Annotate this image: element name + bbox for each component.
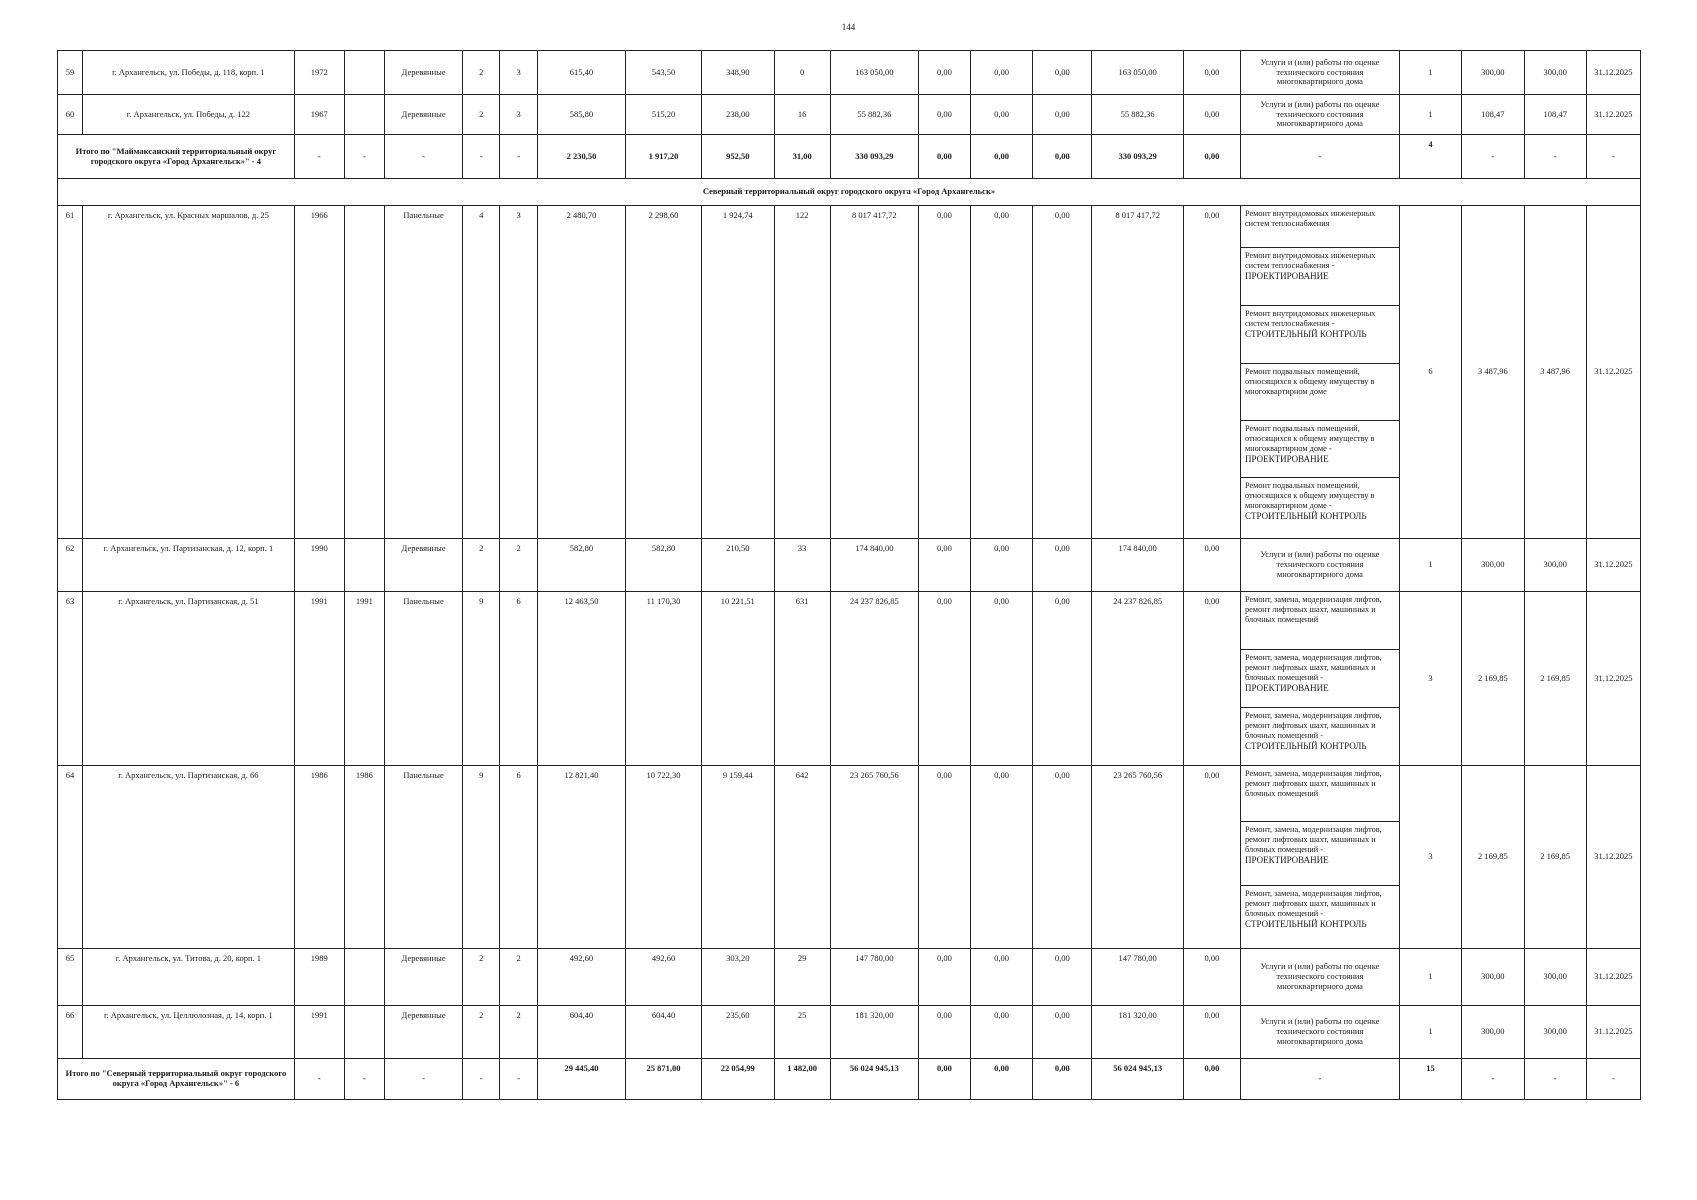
cell-works-count: 1 xyxy=(1399,95,1461,135)
cell-fund-mun: 0,00 xyxy=(1033,539,1092,592)
cell-area-total: 2 480,70 xyxy=(537,206,625,539)
cell-address: г. Архангельск, ул. Красных маршалов, д. 25 xyxy=(82,206,294,539)
work-stage: СТРОИТЕЛЬНЫЙ КОНТРОЛЬ xyxy=(1244,918,1367,929)
cell-fund-other: 0,00 xyxy=(1183,766,1240,949)
cell-works xyxy=(1240,766,1399,949)
cell-num: 60 xyxy=(58,95,83,135)
work-item xyxy=(1241,708,1399,765)
cell-area-private: 303,20 xyxy=(701,949,774,1006)
cell-wall-material: Панельные xyxy=(385,766,463,949)
work-text: Услуги и (или) работы по оценке технического состояния многоквартирного дома xyxy=(1260,98,1380,129)
cell-year-renov xyxy=(344,206,385,539)
work-stage: ПРОЕКТИРОВАНИЕ xyxy=(1244,682,1329,693)
total-dash: - xyxy=(1462,1059,1524,1100)
cell-area-total: 582,80 xyxy=(537,539,625,592)
cell-fund-mun: 0,00 xyxy=(1033,95,1092,135)
cell-wall-material: Панельные xyxy=(385,206,463,539)
cell-fund-fed: 0,00 xyxy=(918,51,970,95)
cell-wall-material: Деревянные xyxy=(385,949,463,1006)
cell-fund-fed: 0,00 xyxy=(918,206,970,539)
total-residents: 31,00 xyxy=(774,135,830,179)
total-dash: - xyxy=(500,1059,537,1100)
cell-year-renov: 1986 xyxy=(344,766,385,949)
total-area-living: 1 917,20 xyxy=(626,135,702,179)
cell-entrances: 3 xyxy=(500,206,537,539)
cell-fund-fed: 0,00 xyxy=(918,95,970,135)
cell-wall-material: Деревянные xyxy=(385,1006,463,1059)
cell-max-cost: 108,47 xyxy=(1524,95,1586,135)
cell-year-built: 1989 xyxy=(294,949,344,1006)
cell-cost-total: 55 882,36 xyxy=(830,95,918,135)
cell-year-built: 1990 xyxy=(294,539,344,592)
cell-residents: 29 xyxy=(774,949,830,1006)
work-item xyxy=(1241,822,1399,886)
work-item xyxy=(1241,766,1399,822)
cell-fund-owners: 174 840,00 xyxy=(1092,539,1183,592)
total-dash: - xyxy=(1524,1059,1586,1100)
cell-area-living: 10 722,30 xyxy=(626,766,702,949)
cell-fund-other: 0,00 xyxy=(1183,1006,1240,1059)
work-text: Ремонт, замена, модернизация лифтов, ремонт лифтовых шахт, машинных и блочных помещений - xyxy=(1244,711,1382,740)
total-dash: - xyxy=(294,1059,344,1100)
cell-fund-other: 0,00 xyxy=(1183,592,1240,766)
cell-area-total: 12 463,50 xyxy=(537,592,625,766)
cell-wall-material: Деревянные xyxy=(385,95,463,135)
cell-num: 64 xyxy=(58,766,83,949)
work-text: Ремонт подвальных помещений, относящихся к общему имуществу в многоквартирном доме - xyxy=(1244,424,1375,453)
cell-unit-cost: 300,00 xyxy=(1462,539,1524,592)
cell-works-count: 1 xyxy=(1399,1006,1461,1059)
work-item xyxy=(1241,478,1399,536)
cell-end-date: 31.12.2025 xyxy=(1586,592,1640,766)
cell-fund-fed: 0,00 xyxy=(918,766,970,949)
cell-works xyxy=(1240,51,1399,95)
cell-fund-other: 0,00 xyxy=(1183,949,1240,1006)
house-row xyxy=(58,51,1641,95)
cell-works xyxy=(1240,95,1399,135)
total-fund-owners: 330 093,29 xyxy=(1092,135,1183,179)
total-dash: - xyxy=(463,1059,500,1100)
cell-fund-other: 0,00 xyxy=(1183,539,1240,592)
cell-area-private: 348,90 xyxy=(701,51,774,95)
work-text: Услуги и (или) работы по оценке технического состояния многоквартирного дома xyxy=(1260,549,1380,579)
total-fund-other: 0,00 xyxy=(1183,135,1240,179)
cell-residents: 25 xyxy=(774,1006,830,1059)
section-header-row xyxy=(58,179,1641,206)
cell-works xyxy=(1240,949,1399,1006)
cell-fund-reg: 0,00 xyxy=(970,539,1032,592)
cell-max-cost: 300,00 xyxy=(1524,539,1586,592)
cell-fund-reg: 0,00 xyxy=(970,1006,1032,1059)
total-cost: 56 024 945,13 xyxy=(830,1059,918,1100)
cell-year-built: 1991 xyxy=(294,592,344,766)
cell-fund-mun: 0,00 xyxy=(1033,51,1092,95)
total-fund-reg: 0,00 xyxy=(970,1059,1032,1100)
total-dash: - xyxy=(1240,1059,1399,1100)
cell-year-renov xyxy=(344,949,385,1006)
cell-area-private: 235,60 xyxy=(701,1006,774,1059)
total-residents: 1 482,00 xyxy=(774,1059,830,1100)
cell-entrances: 6 xyxy=(500,592,537,766)
work-text: Ремонт, замена, модернизация лифтов, ремонт лифтовых шахт, машинных и блочных помещений - xyxy=(1244,653,1382,682)
cell-year-built: 1986 xyxy=(294,766,344,949)
work-text: Услуги и (или) работы по оценке технического состояния многоквартирного дома xyxy=(1260,1016,1380,1046)
house-row xyxy=(58,766,1641,949)
total-dash: - xyxy=(344,1059,385,1100)
cell-fund-fed: 0,00 xyxy=(918,539,970,592)
cell-fund-mun: 0,00 xyxy=(1033,206,1092,539)
cell-fund-fed: 0,00 xyxy=(918,592,970,766)
total-dash: - xyxy=(500,135,537,179)
cell-works xyxy=(1240,1006,1399,1059)
cell-entrances: 6 xyxy=(500,766,537,949)
cell-wall-material: Деревянные xyxy=(385,539,463,592)
cell-end-date: 31.12.2025 xyxy=(1586,206,1640,539)
cell-works xyxy=(1240,539,1399,592)
cell-fund-reg: 0,00 xyxy=(970,206,1032,539)
cell-fund-owners: 24 237 826,85 xyxy=(1092,592,1183,766)
work-item xyxy=(1241,364,1399,421)
cell-area-private: 9 159,44 xyxy=(701,766,774,949)
cell-works-count: 1 xyxy=(1399,539,1461,592)
total-dash: - xyxy=(1586,1059,1640,1100)
cell-works-count: 3 xyxy=(1399,766,1461,949)
house-row xyxy=(58,592,1641,766)
cell-residents: 631 xyxy=(774,592,830,766)
cell-works-count: 1 xyxy=(1399,949,1461,1006)
cell-year-built: 1972 xyxy=(294,51,344,95)
cell-residents: 33 xyxy=(774,539,830,592)
cell-address: г. Архангельск, ул. Целлюлозная, д. 14, корп. 1 xyxy=(82,1006,294,1059)
total-row-maimaksansky xyxy=(58,135,1641,179)
cell-cost-total: 23 265 760,56 xyxy=(830,766,918,949)
total-cost: 330 093,29 xyxy=(830,135,918,179)
total-dash: - xyxy=(463,135,500,179)
cell-year-renov xyxy=(344,539,385,592)
cell-year-built: 1967 xyxy=(294,95,344,135)
cell-works xyxy=(1240,206,1399,539)
cell-fund-mun: 0,00 xyxy=(1033,766,1092,949)
house-row xyxy=(58,539,1641,592)
cell-unit-cost: 108,47 xyxy=(1462,95,1524,135)
total-label: Итого по "Маймаксанский территориальный округ городского округа «Город Архангельск»" - 4 xyxy=(58,135,295,179)
total-area-private: 22 054,99 xyxy=(701,1059,774,1100)
cell-num: 61 xyxy=(58,206,83,539)
cell-residents: 122 xyxy=(774,206,830,539)
cell-end-date: 31.12.2025 xyxy=(1586,949,1640,1006)
cell-entrances: 3 xyxy=(500,51,537,95)
work-item xyxy=(1241,592,1399,650)
cell-fund-reg: 0,00 xyxy=(970,592,1032,766)
cell-fund-other: 0,00 xyxy=(1183,206,1240,539)
cell-fund-other: 0,00 xyxy=(1183,95,1240,135)
work-text: Ремонт внутридомовых инженерных систем теплоснабжения - xyxy=(1244,309,1376,328)
cell-cost-total: 163 050,00 xyxy=(830,51,918,95)
total-area-private: 952,50 xyxy=(701,135,774,179)
cell-unit-cost: 2 169,85 xyxy=(1462,592,1524,766)
work-text: Ремонт, замена, модернизация лифтов, ремонт лифтовых шахт, машинных и блочных помещений - xyxy=(1244,825,1382,854)
work-text: Ремонт, замена, модернизация лифтов, ремонт лифтовых шахт, машинных и блочных помещений xyxy=(1244,769,1382,798)
cell-year-renov xyxy=(344,95,385,135)
work-stage: СТРОИТЕЛЬНЫЙ КОНТРОЛЬ xyxy=(1244,740,1367,751)
cell-year-renov xyxy=(344,51,385,95)
cell-year-renov xyxy=(344,1006,385,1059)
work-stage: ПРОЕКТИРОВАНИЕ xyxy=(1244,854,1329,865)
total-dash: - xyxy=(1586,135,1640,179)
cell-unit-cost: 300,00 xyxy=(1462,1006,1524,1059)
work-item xyxy=(1241,421,1399,478)
cell-num: 65 xyxy=(58,949,83,1006)
work-text: Ремонт, замена, модернизация лифтов, ремонт лифтовых шахт, машинных и блочных помещений - xyxy=(1244,889,1382,918)
work-stage: СТРОИТЕЛЬНЫЙ КОНТРОЛЬ xyxy=(1244,328,1367,339)
cell-num: 63 xyxy=(58,592,83,766)
cell-area-living: 492,60 xyxy=(626,949,702,1006)
cell-year-renov: 1991 xyxy=(344,592,385,766)
cell-area-total: 492,60 xyxy=(537,949,625,1006)
work-stage: СТРОИТЕЛЬНЫЙ КОНТРОЛЬ xyxy=(1244,510,1367,521)
house-row xyxy=(58,206,1641,539)
total-dash: - xyxy=(344,135,385,179)
cell-wall-material: Панельные xyxy=(385,592,463,766)
total-fund-mun: 0,00 xyxy=(1033,135,1092,179)
cell-works-count: 1 xyxy=(1399,51,1461,95)
cell-cost-total: 174 840,00 xyxy=(830,539,918,592)
cell-end-date: 31.12.2025 xyxy=(1586,1006,1640,1059)
total-dash: - xyxy=(385,1059,463,1100)
capital-repair-table xyxy=(57,50,1641,1100)
work-text: Ремонт, замена, модернизация лифтов, ремонт лифтовых шахт, машинных и блочных помещений xyxy=(1244,595,1382,624)
total-fund-other: 0,00 xyxy=(1183,1059,1240,1100)
work-item xyxy=(1241,206,1399,248)
cell-wall-material: Деревянные xyxy=(385,51,463,95)
cell-residents: 16 xyxy=(774,95,830,135)
cell-fund-other: 0,00 xyxy=(1183,51,1240,95)
cell-fund-reg: 0,00 xyxy=(970,95,1032,135)
cell-address: г. Архангельск, ул. Победы, д. 118, корп. 1 xyxy=(82,51,294,95)
total-fund-fed: 0,00 xyxy=(918,1059,970,1100)
cell-end-date: 31.12.2025 xyxy=(1586,95,1640,135)
cell-area-living: 515,20 xyxy=(626,95,702,135)
cell-floors: 2 xyxy=(463,949,500,1006)
cell-fund-reg: 0,00 xyxy=(970,766,1032,949)
total-dash: - xyxy=(1240,135,1399,179)
work-item xyxy=(1241,886,1399,948)
work-stage: ПРОЕКТИРОВАНИЕ xyxy=(1244,453,1329,464)
cell-fund-fed: 0,00 xyxy=(918,1006,970,1059)
cell-fund-fed: 0,00 xyxy=(918,949,970,1006)
total-works-count: 15 xyxy=(1399,1059,1461,1100)
cell-fund-owners: 147 780,00 xyxy=(1092,949,1183,1006)
cell-num: 62 xyxy=(58,539,83,592)
cell-area-living: 11 170,30 xyxy=(626,592,702,766)
cell-area-living: 543,50 xyxy=(626,51,702,95)
cell-address: г. Архангельск, ул. Победы, д. 122 xyxy=(82,95,294,135)
cell-area-total: 615,40 xyxy=(537,51,625,95)
cell-cost-total: 24 237 826,85 xyxy=(830,592,918,766)
cell-residents: 0 xyxy=(774,51,830,95)
cell-unit-cost: 3 487,96 xyxy=(1462,206,1524,539)
cell-fund-mun: 0,00 xyxy=(1033,1006,1092,1059)
house-row xyxy=(58,1006,1641,1059)
total-fund-mun: 0,00 xyxy=(1033,1059,1092,1100)
cell-floors: 4 xyxy=(463,206,500,539)
cell-cost-total: 8 017 417,72 xyxy=(830,206,918,539)
cell-fund-owners: 8 017 417,72 xyxy=(1092,206,1183,539)
cell-floors: 9 xyxy=(463,592,500,766)
total-dash: - xyxy=(385,135,463,179)
house-row xyxy=(58,95,1641,135)
cell-address: г. Архангельск, ул. Партизанская, д. 12, корп. 1 xyxy=(82,539,294,592)
total-area-total: 2 230,50 xyxy=(537,135,625,179)
total-fund-owners: 56 024 945,13 xyxy=(1092,1059,1183,1100)
work-text: Ремонт внутридомовых инженерных систем теплоснабжения xyxy=(1244,209,1376,228)
cell-works-count: 3 xyxy=(1399,592,1461,766)
cell-max-cost: 300,00 xyxy=(1524,949,1586,1006)
total-area-living: 25 871,00 xyxy=(626,1059,702,1100)
cell-end-date: 31.12.2025 xyxy=(1586,51,1640,95)
cell-area-total: 12 821,40 xyxy=(537,766,625,949)
total-dash: - xyxy=(1524,135,1586,179)
cell-num: 59 xyxy=(58,51,83,95)
cell-area-living: 604,40 xyxy=(626,1006,702,1059)
work-stage: ПРОЕКТИРОВАНИЕ xyxy=(1244,270,1329,281)
cell-area-living: 2 298,60 xyxy=(626,206,702,539)
cell-max-cost: 300,00 xyxy=(1524,1006,1586,1059)
cell-floors: 9 xyxy=(463,766,500,949)
cell-area-private: 210,50 xyxy=(701,539,774,592)
cell-floors: 2 xyxy=(463,539,500,592)
work-item xyxy=(1241,650,1399,708)
cell-unit-cost: 2 169,85 xyxy=(1462,766,1524,949)
cell-address: г. Архангельск, ул. Партизанская, д. 66 xyxy=(82,766,294,949)
total-dash: - xyxy=(1462,135,1524,179)
cell-cost-total: 147 780,00 xyxy=(830,949,918,1006)
cell-fund-owners: 23 265 760,56 xyxy=(1092,766,1183,949)
cell-max-cost: 300,00 xyxy=(1524,51,1586,95)
cell-address: г. Архангельск, ул. Титова, д. 20, корп. 1 xyxy=(82,949,294,1006)
cell-residents: 642 xyxy=(774,766,830,949)
cell-fund-owners: 181 320,00 xyxy=(1092,1006,1183,1059)
cell-fund-owners: 55 882,36 xyxy=(1092,95,1183,135)
total-fund-fed: 0,00 xyxy=(918,135,970,179)
work-text: Услуги и (или) работы по оценке технического состояния многоквартирного дома xyxy=(1260,961,1380,991)
total-label: Итого по "Северный территориальный округ городского округа «Город Архангельск»" - 6 xyxy=(58,1059,295,1100)
work-text: Ремонт подвальных помещений, относящихся к общему имуществу в многоквартирном доме xyxy=(1244,367,1375,396)
work-text: Ремонт подвальных помещений, относящихся к общему имуществу в многоквартирном доме - xyxy=(1244,481,1375,510)
cell-address: г. Архангельск, ул. Партизанская, д. 51 xyxy=(82,592,294,766)
cell-unit-cost: 300,00 xyxy=(1462,51,1524,95)
cell-entrances: 2 xyxy=(500,539,537,592)
cell-entrances: 3 xyxy=(500,95,537,135)
cell-num: 66 xyxy=(58,1006,83,1059)
total-dash: - xyxy=(294,135,344,179)
total-row-severny xyxy=(58,1059,1641,1100)
cell-fund-owners: 163 050,00 xyxy=(1092,51,1183,95)
cell-floors: 2 xyxy=(463,1006,500,1059)
cell-area-total: 604,40 xyxy=(537,1006,625,1059)
cell-area-private: 10 221,51 xyxy=(701,592,774,766)
house-row xyxy=(58,949,1641,1006)
cell-floors: 2 xyxy=(463,95,500,135)
page-number: 144 xyxy=(841,22,856,32)
cell-cost-total: 181 320,00 xyxy=(830,1006,918,1059)
cell-area-total: 585,80 xyxy=(537,95,625,135)
work-item xyxy=(1241,248,1399,306)
work-text: Услуги и (или) работы по оценке технического состояния многоквартирного дома xyxy=(1260,56,1380,87)
cell-end-date: 31.12.2025 xyxy=(1586,766,1640,949)
cell-end-date: 31.12.2025 xyxy=(1586,539,1640,592)
cell-area-private: 238,00 xyxy=(701,95,774,135)
section-title: Северный территориальный округ городского округа «Город Архангельск» xyxy=(58,179,1641,206)
cell-fund-mun: 0,00 xyxy=(1033,592,1092,766)
cell-year-built: 1966 xyxy=(294,206,344,539)
cell-max-cost: 2 169,85 xyxy=(1524,592,1586,766)
cell-works xyxy=(1240,592,1399,766)
work-item xyxy=(1241,306,1399,364)
work-text: Ремонт внутридомовых инженерных систем теплоснабжения - xyxy=(1244,251,1376,270)
cell-works-count: 6 xyxy=(1399,206,1461,539)
total-works-count: 4 xyxy=(1399,135,1461,179)
total-area-total: 29 445,40 xyxy=(537,1059,625,1100)
cell-max-cost: 3 487,96 xyxy=(1524,206,1586,539)
cell-floors: 2 xyxy=(463,51,500,95)
cell-max-cost: 2 169,85 xyxy=(1524,766,1586,949)
cell-area-private: 1 924,74 xyxy=(701,206,774,539)
cell-area-living: 582,80 xyxy=(626,539,702,592)
cell-fund-reg: 0,00 xyxy=(970,51,1032,95)
cell-entrances: 2 xyxy=(500,949,537,1006)
cell-fund-reg: 0,00 xyxy=(970,949,1032,1006)
cell-year-built: 1991 xyxy=(294,1006,344,1059)
cell-entrances: 2 xyxy=(500,1006,537,1059)
cell-fund-mun: 0,00 xyxy=(1033,949,1092,1006)
total-fund-reg: 0,00 xyxy=(970,135,1032,179)
cell-unit-cost: 300,00 xyxy=(1462,949,1524,1006)
